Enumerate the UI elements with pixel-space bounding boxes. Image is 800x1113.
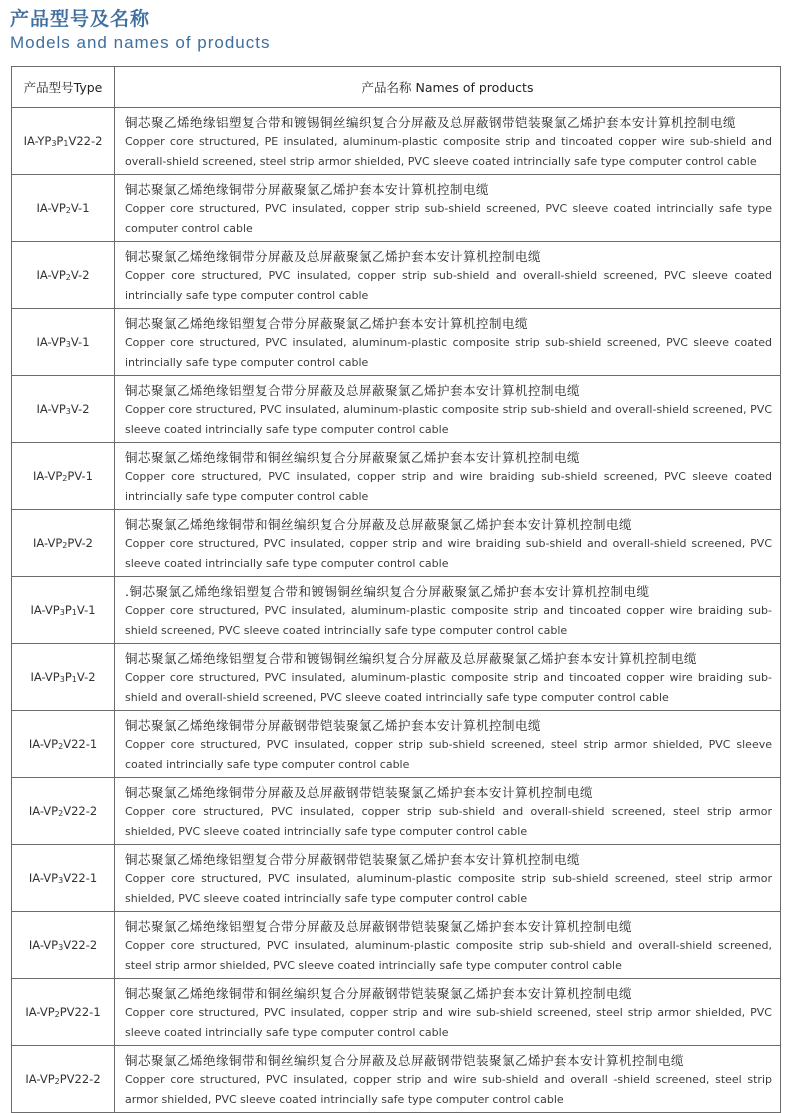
model-subscript: 1 [71,608,77,617]
table-row [12,778,781,845]
model-text: IA-VP [28,871,59,885]
product-name-cn: 铜芯聚氯乙烯绝缘铝塑复合带分屏蔽钢带铠装聚氯乙烯护套本安计算机控制电缆 [125,852,581,867]
table-header-row [12,67,781,108]
model-text: IA-VP [25,1072,55,1086]
name-cell [115,845,781,912]
name-cell [115,912,781,979]
name-cell [115,376,781,443]
table-row [12,376,781,443]
model-text: IA-VP [36,201,66,215]
product-name-cn: 铜芯聚氯乙烯绝缘铜带和铜丝编织复合分屏蔽及总屏蔽钢带铠装聚氯乙烯护套本安计算机控制电缆 [125,1053,685,1068]
model-subscript: 3 [58,943,64,952]
model-text: P [64,670,72,684]
table-body [12,108,781,1113]
model-text: V-1 [70,201,90,215]
model-subscript: 1 [71,675,77,684]
product-name-cn: 铜芯聚氯乙烯绝缘铜带分屏蔽及总屏蔽钢带铠装聚氯乙烯护套本安计算机控制电缆 [125,785,594,800]
model-cell [12,175,115,242]
product-name-en: Copper core structured, PVC insulated, copper strip sub-shield and overall-shield screened, steel strip armor shielded, PVC sleeve coated intrincially safe type computer control cable [125,805,772,838]
model-subscript: 2 [65,273,71,282]
product-name-cn: 铜芯聚氯乙烯绝缘铜带和铜丝编织复合分屏蔽聚氯乙烯护套本安计算机控制电缆 [125,450,581,465]
model-text: V22-2 [63,804,98,818]
product-name-en: Copper core structured, PVC insulated, copper strip sub-shield and overall-shield screened, PVC sleeve coated intrincially safe type computer control cable [125,269,772,302]
table-row [12,510,781,577]
model-text: P [56,134,64,148]
product-name-en: Copper core structured, PVC insulated, copper strip and wire braiding sub-shield screened, PVC sleeve coated intrincially safe type computer control cable [125,470,772,503]
product-name-en: Copper core structured, PVC insulated, copper strip and wire sub-shield screened, steel strip armor shielded, PVC sleeve coated intrincially safe type computer control cable [125,1006,772,1039]
model-text: PV22-2 [59,1072,101,1086]
table-row [12,979,781,1046]
model-text: V-2 [70,268,90,282]
model-subscript: 2 [58,809,64,818]
model-text: IA-YP [23,134,52,148]
name-cell [115,577,781,644]
name-cell [115,443,781,510]
model-subscript: 3 [51,139,57,148]
name-cell [115,510,781,577]
table-row [12,845,781,912]
model-cell [12,711,115,778]
products-table [11,66,781,1113]
model-text: IA-VP [30,670,60,684]
product-name-cn: 铜芯聚氯乙烯绝缘铝塑复合带分屏蔽及总屏蔽聚氯乙烯护套本安计算机控制电缆 [125,383,581,398]
product-name-cn: 铜芯聚氯乙烯绝缘铝塑复合带和镀锡铜丝编织复合分屏蔽及总屏蔽聚氯乙烯护套本安计算机控制电缆 [125,651,698,666]
model-text: IA-VP [36,402,66,416]
model-text: IA-VP [28,737,59,751]
model-text: V22-2 [68,134,103,148]
model-subscript: 3 [65,340,71,349]
product-name-cn: 铜芯聚氯乙烯绝缘铜带分屏蔽聚氯乙烯护套本安计算机控制电缆 [125,182,490,197]
model-text: PV22-1 [59,1005,101,1019]
model-text: V-2 [76,670,96,684]
name-cell [115,711,781,778]
model-subscript: 3 [65,407,71,416]
name-cell [115,979,781,1046]
table-row [12,242,781,309]
model-subscript: 2 [54,1077,60,1086]
model-text: P [64,603,72,617]
page-title-en: Models and names of products [10,33,271,52]
model-cell [12,443,115,510]
model-subscript: 2 [62,541,68,550]
product-name-en: Copper core structured, PVC insulated, aluminum-plastic composite strip and tincoated copper wire braiding sub-shield screened, PVC sleeve coated intrincially safe type computer control cable [125,604,772,637]
model-text: IA-VP [28,804,59,818]
model-subscript: 3 [59,675,65,684]
table-row [12,1046,781,1113]
name-cell [115,175,781,242]
table-row [12,577,781,644]
model-text: IA-VP [33,469,63,483]
model-cell [12,845,115,912]
model-subscript: 2 [62,474,68,483]
product-name-en: Copper core structured, PE insulated, aluminum-plastic composite strip and tincoated copper wire sub-shield and overall-shield screened, steel strip armor shielded, PVC sleeve coated intrincially safe type computer control cable [125,135,772,168]
name-cell [115,108,781,175]
product-name-en: Copper core structured, PVC insulated, aluminum-plastic composite strip sub-shield screened, steel strip armor shielded, PVC sleeve coated intrincially safe type computer control cable [125,872,772,905]
model-text: V-2 [70,402,90,416]
product-name-cn: .铜芯聚氯乙烯绝缘铝塑复合带和镀锡铜丝编织复合分屏蔽聚氯乙烯护套本安计算机控制电缆 [125,584,650,599]
model-cell [12,510,115,577]
model-text: IA-VP [36,335,66,349]
table-row [12,644,781,711]
model-cell [12,577,115,644]
name-cell [115,644,781,711]
model-subscript: 1 [63,139,69,148]
product-name-en: Copper core structured, PVC insulated, copper strip and wire sub-shield and overall -shield screened, steel strip armor shielded, PVC sleeve coated intrincially safe type computer control cable [125,1073,772,1106]
model-subscript: 2 [58,742,64,751]
name-cell [115,778,781,845]
model-cell [12,644,115,711]
product-name-en: Copper core structured, PVC insulated, copper strip sub-shield screened, steel strip armor shielded, PVC sleeve coated intrincially safe type computer control cable [125,738,772,771]
table-row [12,912,781,979]
table-row [12,309,781,376]
name-cell [115,1046,781,1113]
table-row [12,711,781,778]
product-name-cn: 铜芯聚氯乙烯绝缘铝塑复合带分屏蔽及总屏蔽钢带铠装聚氯乙烯护套本安计算机控制电缆 [125,919,633,934]
column-header-type: 产品型号Type [12,67,115,108]
model-text: IA-VP [28,938,59,952]
model-text: PV-2 [67,536,93,550]
model-cell [12,1046,115,1113]
product-name-cn: 铜芯聚氯乙烯绝缘铜带和铜丝编织复合分屏蔽及总屏蔽聚氯乙烯护套本安计算机控制电缆 [125,517,633,532]
model-subscript: 2 [65,206,71,215]
page-title-cn: 产品型号及名称 [10,8,151,30]
model-text: IA-VP [36,268,66,282]
name-cell [115,309,781,376]
model-cell [12,778,115,845]
model-text: V22-1 [63,737,98,751]
model-text: V-1 [70,335,90,349]
model-cell [12,309,115,376]
table-row [12,108,781,175]
model-text: PV-1 [67,469,93,483]
product-name-en: Copper core structured, PVC insulated, aluminum-plastic composite strip sub-shield screened, PVC sleeve coated intrincially safe type computer control cable [125,336,772,369]
model-cell [12,912,115,979]
model-text: IA-VP [33,536,63,550]
product-name-cn: 铜芯聚乙烯绝缘铝塑复合带和镀锡铜丝编织复合分屏蔽及总屏蔽钢带铠装聚氯乙烯护套本安计算机控制电缆 [125,115,737,130]
table-row [12,443,781,510]
product-name-cn: 铜芯聚氯乙烯绝缘铝塑复合带分屏蔽聚氯乙烯护套本安计算机控制电缆 [125,316,529,331]
model-subscript: 3 [59,608,65,617]
product-name-en: Copper core structured, PVC insulated, copper strip sub-shield screened, PVC sleeve coated intrincially safe type computer control cable [125,202,772,235]
model-subscript: 2 [54,1010,60,1019]
product-name-en: Copper core structured, PVC insulated, aluminum-plastic composite strip sub-shield and overall-shield screened, PVC sleeve coated intrincially safe type computer control cable [125,403,772,436]
model-text: V22-1 [63,871,98,885]
product-name-cn: 铜芯聚氯乙烯绝缘铜带分屏蔽钢带铠装聚氯乙烯护套本安计算机控制电缆 [125,718,542,733]
column-header-name: 产品名称 Names of products [115,67,781,108]
model-cell [12,242,115,309]
model-text: V22-2 [63,938,98,952]
model-text: V-1 [76,603,96,617]
model-cell [12,979,115,1046]
product-name-en: Copper core structured, PVC insulated, aluminum-plastic composite strip sub-shield and overall-shield screened, steel strip armor shielded, PVC sleeve coated intrincially safe type computer control cable [125,939,772,972]
model-subscript: 3 [58,876,64,885]
model-cell [12,108,115,175]
product-name-cn: 铜芯聚氯乙烯绝缘铜带和铜丝编织复合分屏蔽钢带铠装聚氯乙烯护套本安计算机控制电缆 [125,986,633,1001]
model-cell [12,376,115,443]
model-text: IA-VP [25,1005,55,1019]
product-name-en: Copper core structured, PVC insulated, aluminum-plastic composite strip and tincoated copper wire braiding sub-shield and overall-shield screened, PVC sleeve coated intrincially safe type computer control cable [125,671,772,704]
product-name-cn: 铜芯聚氯乙烯绝缘铜带分屏蔽及总屏蔽聚氯乙烯护套本安计算机控制电缆 [125,249,542,264]
table-row [12,175,781,242]
model-text: IA-VP [30,603,60,617]
product-name-en: Copper core structured, PVC insulated, copper strip and wire braiding sub-shield and overall-shield screened, PVC sleeve coated intrincially safe type computer control cable [125,537,772,570]
name-cell [115,242,781,309]
